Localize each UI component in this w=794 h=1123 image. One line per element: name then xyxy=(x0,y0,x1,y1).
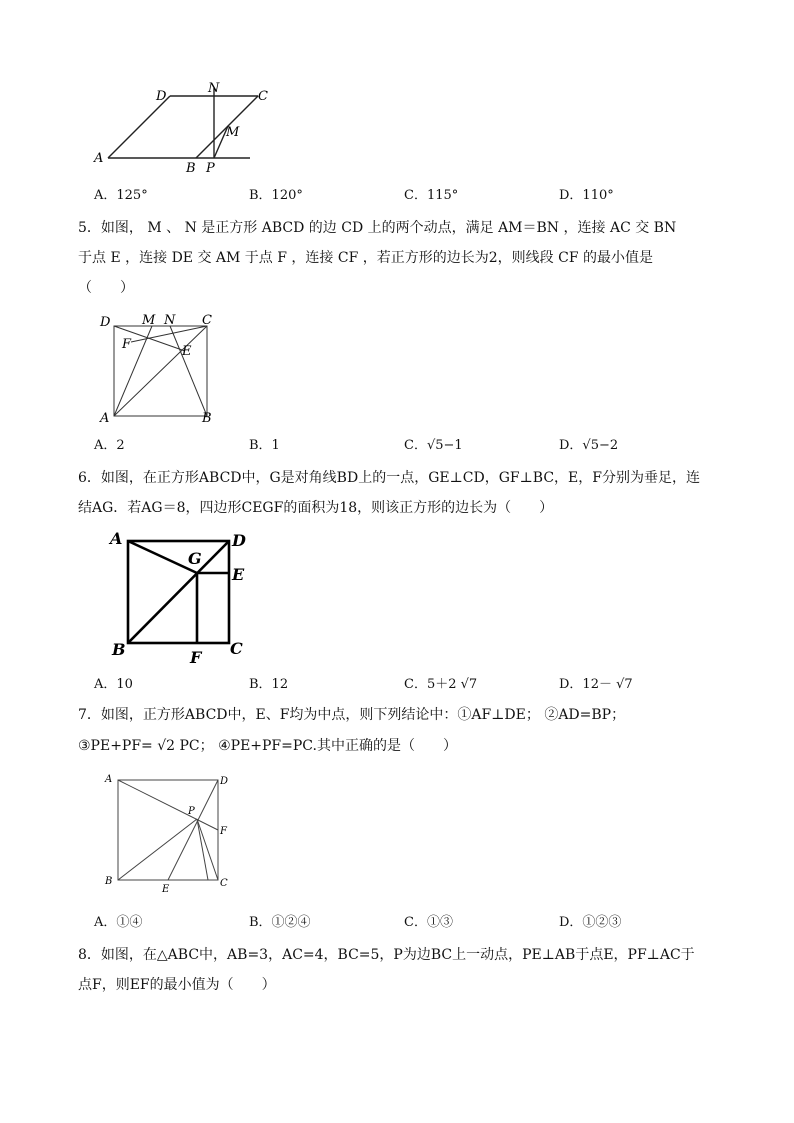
q5-figure xyxy=(96,308,226,428)
q6-label-d: D xyxy=(232,531,246,550)
q7-label-f: F xyxy=(220,826,227,837)
q6-label-g: G xyxy=(188,549,202,568)
q4-label-n: N xyxy=(208,81,220,96)
q6-option-d[interactable]: D．12－ √7 xyxy=(559,677,633,692)
q4-option-c[interactable]: C．115° xyxy=(404,188,459,203)
q7-label-b: B xyxy=(105,876,113,887)
q6-label-e: E xyxy=(232,565,245,584)
q7-label-c: C xyxy=(220,878,228,889)
q5-option-d[interactable]: D．√5−2 xyxy=(559,438,619,453)
q6-text-line2: 结AG．若AG＝8，四边形CEGF的面积为18，则该正方形的边长为（ ） xyxy=(78,500,554,516)
q6-label-c: C xyxy=(230,639,243,658)
q7-label-e: E xyxy=(162,884,170,895)
q5-label-a: A xyxy=(100,411,110,426)
q4-label-c: C xyxy=(258,89,268,104)
q5-option-b[interactable]: B．1 xyxy=(249,438,280,453)
q7-text-line1: 7．如图，正方形ABCD中，E、F均为中点，则下列结论中：①AF⊥DE； ②AD=BP； xyxy=(78,707,626,723)
q5-text-line1: 5．如图， M 、 N 是正方形 ABCD 的边 CD 上的两个动点，满足 AM＝BN ，连接 AC 交 BN xyxy=(78,220,677,236)
q6-figure xyxy=(110,530,260,670)
q5-label-f: F xyxy=(122,337,132,352)
q4-label-a: A xyxy=(94,151,104,166)
q6-text-line1: 6．如图，在正方形ABCD中，G是对角线BD上的一点，GE⊥CD，GF⊥BC，E，F分别为垂足，连 xyxy=(78,470,700,486)
q4-option-a[interactable]: A．125° xyxy=(94,188,148,203)
q4-label-b: B xyxy=(186,161,196,176)
q4-option-d[interactable]: D．110° xyxy=(559,188,614,203)
q8-text-line2: 点F，则EF的最小值为（ ） xyxy=(78,977,276,993)
q6-label-b: B xyxy=(112,640,126,659)
q6-label-a: A xyxy=(110,529,123,548)
q6-option-a[interactable]: A．10 xyxy=(94,677,133,692)
q7-text-line2: ③PE+PF= √2 PC； ④PE+PF=PC.其中正确的是（ ） xyxy=(78,738,457,754)
q4-figure xyxy=(90,78,270,178)
q5-option-a[interactable]: A．2 xyxy=(94,438,125,453)
q6-option-c[interactable]: C．5＋2 √7 xyxy=(404,677,478,692)
q5-text-line3: （ ） xyxy=(78,280,134,296)
q5-label-n: N xyxy=(164,313,176,328)
q7-option-a[interactable]: A．①④ xyxy=(94,915,143,930)
q5-option-c[interactable]: C．√5−1 xyxy=(404,438,463,453)
q8-text-line1: 8．如图，在△ABC中，AB=3，AC=4，BC=5，P为边BC上一动点，PE⊥AB于点E，PF⊥AC于 xyxy=(78,947,695,963)
q7-option-d[interactable]: D．①②③ xyxy=(559,915,622,930)
q5-label-b: B xyxy=(202,411,212,426)
q7-label-p: P xyxy=(188,806,195,817)
q5-label-c: C xyxy=(202,313,212,328)
q5-label-e: E xyxy=(182,344,192,359)
q5-label-d: D xyxy=(100,315,111,330)
q7-label-d: D xyxy=(220,776,229,787)
q7-option-b[interactable]: B．①②④ xyxy=(249,915,311,930)
q5-text-line2: 于点 E ，连接 DE 交 AM 于点 F ，连接 CF ，若正方形的边长为2，则线段 CF 的最小值是 xyxy=(78,250,653,266)
q7-option-c[interactable]: C．①③ xyxy=(404,915,453,930)
q7-figure xyxy=(100,768,240,898)
q4-option-b[interactable]: B．120° xyxy=(249,188,303,203)
q5-label-m: M xyxy=(142,313,156,328)
q6-option-b[interactable]: B．12 xyxy=(249,677,289,692)
q7-label-a: A xyxy=(105,774,113,785)
q6-label-f: F xyxy=(190,648,202,667)
q4-label-d: D xyxy=(156,89,167,104)
q4-label-p: P xyxy=(206,161,215,176)
q4-label-m: M xyxy=(226,125,240,140)
